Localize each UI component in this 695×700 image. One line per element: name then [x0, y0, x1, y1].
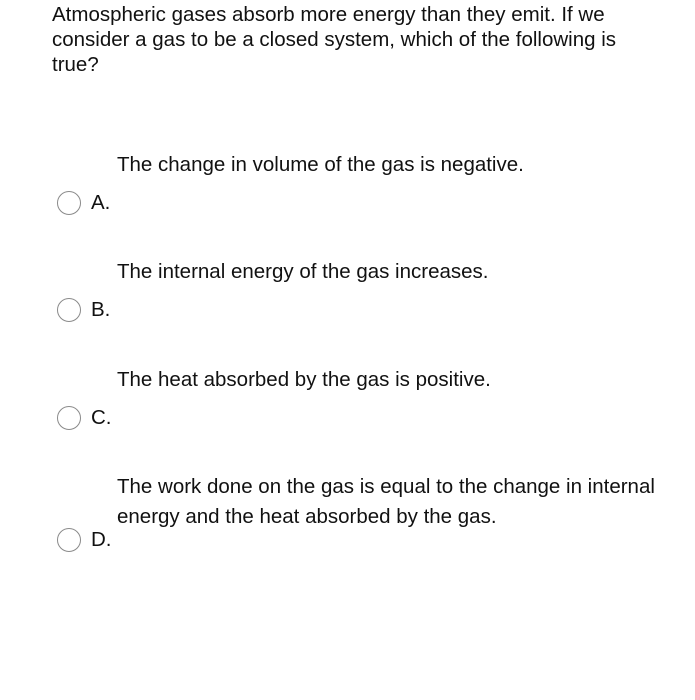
option-c-radio[interactable] — [57, 406, 81, 430]
option-a-radio[interactable] — [57, 191, 81, 215]
option-b-radio[interactable] — [57, 298, 81, 322]
option-b-letter: B. — [91, 298, 111, 321]
option-d-letter: D. — [91, 528, 112, 551]
option-d-text: The work done on the gas is equal to the change in internal energy and the heat absorbed by the gas. — [117, 475, 655, 528]
option-a-letter: A. — [91, 191, 111, 214]
option-b-text: The internal energy of the gas increases. — [117, 260, 489, 283]
question-text: Atmospheric gases absorb more energy than they emit. If we consider a gas to be a closed system, which of the following is true? — [52, 3, 617, 76]
option-c-letter: C. — [91, 406, 112, 429]
option-c-text: The heat absorbed by the gas is positive. — [117, 368, 491, 391]
option-a-text: The change in volume of the gas is negative. — [117, 153, 524, 176]
option-d-radio[interactable] — [57, 528, 81, 552]
